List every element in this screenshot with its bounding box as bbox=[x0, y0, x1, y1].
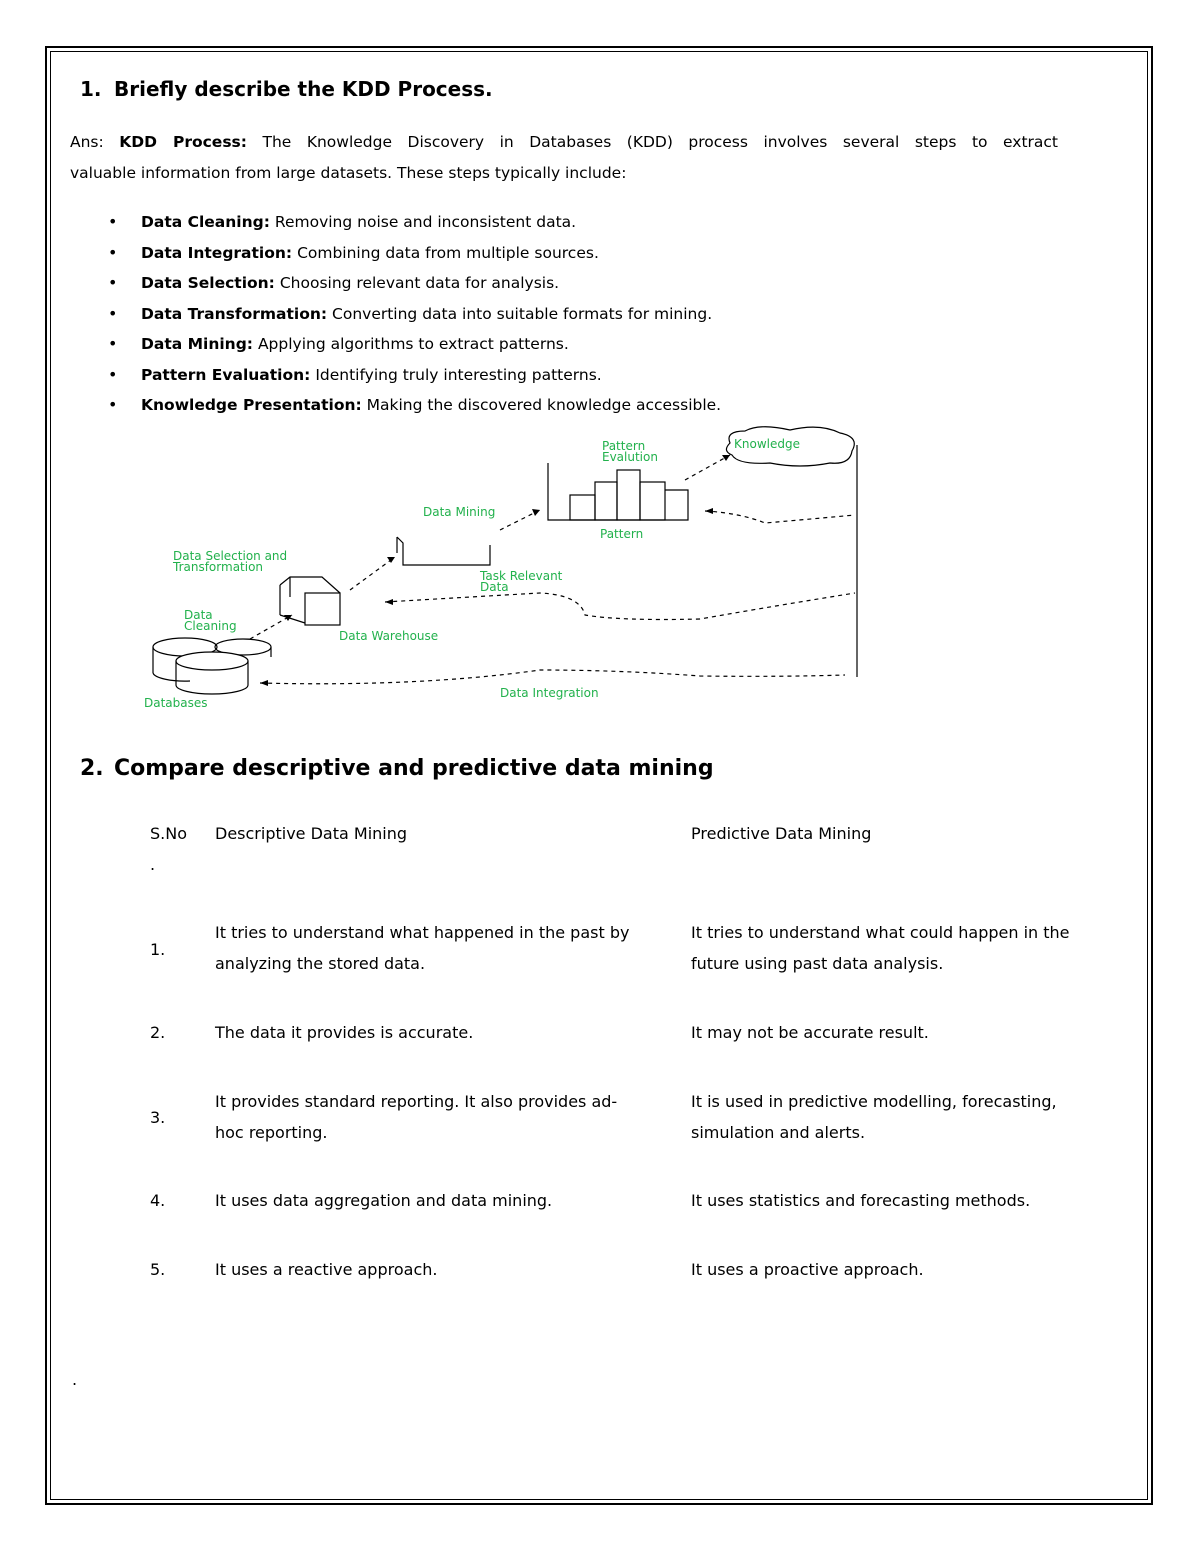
label-selection-2: Transformation bbox=[173, 560, 264, 574]
row-descriptive: It uses a reactive approach. bbox=[215, 1260, 438, 1279]
label-task-relevant-1: Task Relevant bbox=[480, 569, 563, 583]
bullet-icon: • bbox=[108, 364, 118, 384]
kdd-steps-list bbox=[108, 207, 721, 421]
row-descriptive: It provides standard reporting. It also provides ad- hoc reporting. bbox=[215, 1092, 618, 1142]
label-data-mining: Data Mining bbox=[423, 505, 496, 519]
header-sno: S.No . bbox=[150, 824, 187, 874]
row-sno: 1. bbox=[150, 940, 166, 959]
label-databases: Databases bbox=[144, 696, 208, 710]
label-pattern: Pattern bbox=[600, 527, 644, 541]
question-2-heading bbox=[80, 756, 714, 781]
step-term: Data Selection: bbox=[141, 274, 275, 292]
header-descriptive: Descriptive Data Mining bbox=[215, 824, 408, 843]
step-term: Data Cleaning: bbox=[141, 213, 270, 231]
question-1-title: Briefly describe the KDD Process. bbox=[114, 77, 493, 101]
step-desc: Choosing relevant data for analysis. bbox=[279, 274, 560, 292]
list-item bbox=[108, 207, 721, 238]
list-item bbox=[108, 238, 721, 269]
step-term: Data Integration: bbox=[141, 243, 293, 262]
step-desc: Making the discovered knowledge accessible. bbox=[366, 396, 722, 414]
step-term: Data Transformation: bbox=[141, 304, 328, 323]
label-pattern-evaluation-1: Pattern bbox=[602, 439, 646, 453]
answer-prefix: Ans: bbox=[70, 133, 104, 151]
step-desc: Applying algorithms to extract patterns. bbox=[257, 335, 569, 353]
list-item bbox=[108, 390, 721, 421]
label-cleaning-2: Cleaning bbox=[184, 619, 237, 633]
row-descriptive: It uses data aggregation and data mining. bbox=[215, 1191, 553, 1210]
bullet-icon: • bbox=[108, 334, 118, 353]
bullet-icon: • bbox=[108, 395, 118, 414]
label-cleaning-1: Data bbox=[184, 608, 213, 622]
list-item bbox=[108, 268, 721, 299]
list-item bbox=[108, 329, 721, 360]
kdd-process-diagram bbox=[140, 425, 870, 715]
label-data-integration: Data Integration bbox=[500, 686, 599, 700]
list-item bbox=[108, 360, 721, 391]
step-term: Data Mining: bbox=[141, 335, 254, 353]
label-knowledge: Knowledge bbox=[734, 437, 800, 451]
question-2-number: 2. bbox=[80, 756, 104, 781]
bullet-icon: • bbox=[108, 242, 118, 262]
step-desc: Identifying truly interesting patterns. bbox=[315, 365, 602, 384]
question-2-title: Compare descriptive and predictive data mining bbox=[114, 756, 714, 781]
answer-paragraph bbox=[70, 127, 1058, 189]
row-descriptive: The data it provides is accurate. bbox=[215, 1023, 474, 1042]
list-item bbox=[108, 299, 721, 330]
footer-dot: . bbox=[72, 1370, 78, 1389]
row-predictive: It may not be accurate result. bbox=[691, 1023, 929, 1042]
answer-term: KDD Process: bbox=[119, 133, 247, 151]
question-1-number: 1. bbox=[80, 77, 102, 101]
answer-line-1 bbox=[70, 127, 1058, 158]
bullet-icon: • bbox=[108, 273, 118, 292]
task-relevant-data-icon bbox=[397, 537, 490, 565]
step-term: Knowledge Presentation: bbox=[141, 396, 362, 414]
row-sno: 4. bbox=[150, 1191, 166, 1210]
question-1-heading bbox=[80, 77, 493, 101]
row-descriptive: It tries to understand what happened in the past by analyzing the stored data. bbox=[215, 923, 630, 973]
header-predictive: Predictive Data Mining bbox=[691, 824, 872, 843]
step-desc: Combining data from multiple sources. bbox=[297, 243, 599, 262]
answer-text-2: valuable information from large datasets. These steps typically include: bbox=[70, 164, 627, 182]
step-desc: Converting data into suitable formats for mining. bbox=[332, 304, 713, 323]
row-sno: 2. bbox=[150, 1023, 166, 1042]
label-pattern-evaluation-2: Evalution bbox=[602, 450, 658, 464]
row-predictive: It uses statistics and forecasting methods. bbox=[691, 1191, 1031, 1210]
label-selection-1: Data Selection and bbox=[173, 549, 288, 563]
row-predictive: It uses a proactive approach. bbox=[691, 1260, 924, 1279]
row-sno: 5. bbox=[150, 1260, 166, 1279]
label-task-relevant-2: Data bbox=[480, 580, 509, 594]
step-desc: Removing noise and inconsistent data. bbox=[274, 213, 577, 231]
pattern-bars-icon bbox=[548, 463, 688, 520]
bullet-icon: • bbox=[108, 212, 118, 231]
row-predictive: It tries to understand what could happen in the future using past data analysis. bbox=[691, 923, 1070, 973]
databases-icon bbox=[153, 638, 271, 694]
answer-text-1: The Knowledge Discovery in Databases (KDD) process involves several steps to extract bbox=[262, 133, 1058, 151]
step-term: Pattern Evaluation: bbox=[141, 365, 311, 384]
bullet-icon: • bbox=[108, 303, 118, 323]
row-sno: 3. bbox=[150, 1108, 166, 1127]
row-predictive: It is used in predictive modelling, forecasting, simulation and alerts. bbox=[691, 1092, 1057, 1142]
label-data-warehouse: Data Warehouse bbox=[339, 629, 439, 643]
